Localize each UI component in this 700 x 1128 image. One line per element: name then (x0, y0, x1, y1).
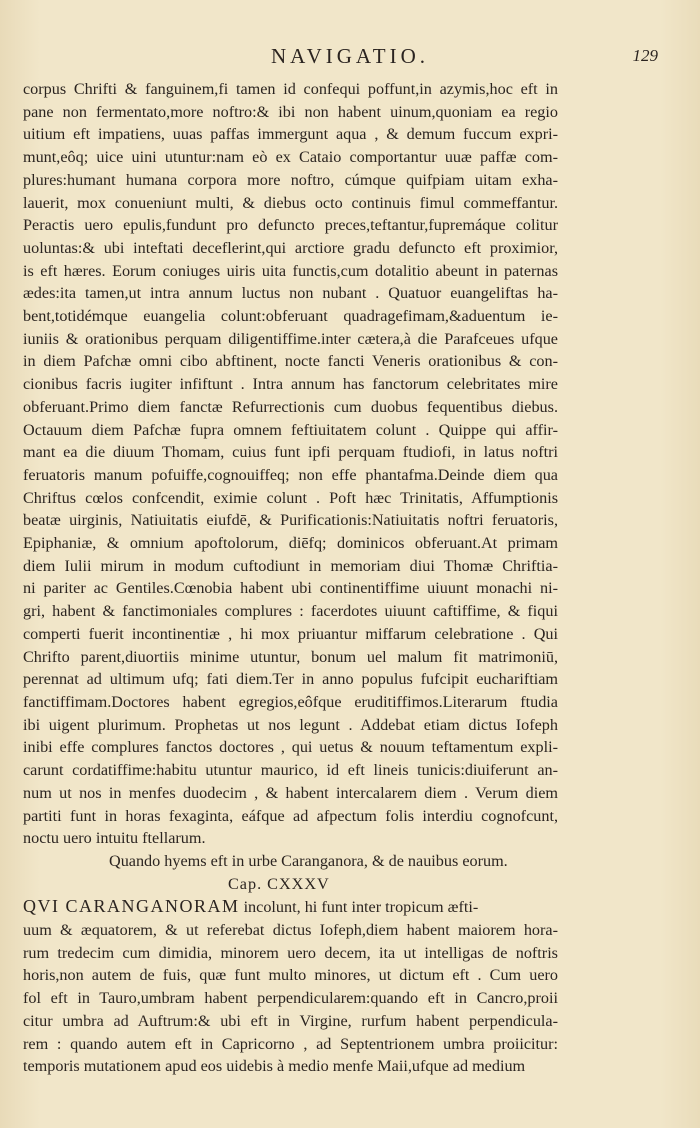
text-line: lauerit, mox conueniunt multi, & diebus octo continuis fimul commeffantur. (23, 193, 558, 212)
text-line: munt,eôq; uice uini utuntur:nam eò ex Cataio comportantur uuæ paffæ com- (23, 148, 558, 167)
text-line: feruatoris manum pofuiffe,cognouiffeq; non effe phantafma.Deinde diem qua (23, 465, 558, 484)
text-line: is eft hæres. Eorum coniuges uiris uita functis,cum dotalitio abeunt in paternas (23, 261, 558, 280)
paragraph-block (23, 78, 558, 850)
text-line: obferuant.Primo diem fanctæ Refurrectionis cum duobus fequentibus diebus. (23, 397, 558, 416)
opening-rest: incolunt, hi funt inter tropicum æfti- (239, 898, 479, 917)
main-text-block (23, 78, 558, 1078)
text-line: iuniis & orationibus perquam diligentiffime.inter cætera,à die Parafceues ufque (23, 329, 558, 348)
text-line: inibi effe complures fanctos doctores , qui uetus & nouum teftamentum expli- (23, 738, 558, 757)
text-line: Octauum diem Pafchæ fupra omnem feftiuitatem colunt . Quippe qui affir- (23, 420, 558, 439)
text-line: mant ea die diuum Thomam, cuius funt ipfi perquam ftudiofi, in latus noftri (23, 443, 558, 462)
text-line: Chriftus cœlos confcendit, eximie colunt . Poft hæc Trinitatis, Affumptionis (23, 488, 558, 507)
text-line: diem Iulii mirum in modum cuftodiunt in memoriam diui Thomæ Chriftia- (23, 556, 558, 575)
text-line: fanctiffimam.Doctores habent egregios,eôfque eruditiffimos.Literarum ftudia (23, 692, 558, 711)
text-line: gri, habent & fanctimoniales complures : facerdotes uiuunt caftiffime, & fiqui (23, 602, 558, 621)
chapter-heading: Quando hyems eft in urbe Caranganora, & de nauibus eorum. (109, 851, 508, 870)
text-line: uitium eft impatiens, uuas paffas immergunt aqua , & demum fuccum expri- (23, 125, 558, 144)
text-line: Chrifto parent,diuortiis minime utuntur, bonum uel malum fit matrimoniū, (23, 647, 558, 666)
text-line: ni pariter ac Gentiles.Cœnobia habent ubi continentiffime uiuunt monachi ni- (23, 579, 558, 598)
text-line: comperti fuerit incontinentiæ , hi mox priuantur miffarum celebratione . Qui (23, 624, 558, 643)
text-line: partiti funt in horas fexaginta, eáfque ad afpectum folis interdiu cognofcunt, (23, 806, 558, 825)
text-line: beatæ uirginis, Natiuitatis eiufdē, & Purificationis:Natiuitatis noftri feruatoris, (23, 511, 558, 530)
text-line: carunt cordatiffime:habitu utuntur maurico, id eft lineis tunicis:diuiferunt an- (23, 761, 558, 780)
text-line: num ut nos in menfes duodecim , & habent intercalarem diem . Verum diem (23, 783, 558, 802)
page-number: 129 (632, 46, 658, 65)
text-line: uum & æquatorem, & ut referebat dictus Iofeph,diem habent maiorem hora- (23, 921, 558, 940)
chapter-first-line (23, 895, 558, 919)
text-line: cionibus facris iugiter infiftunt . Intra annum has fanctorum celebritates mire (23, 375, 558, 394)
text-line: ibi uigent plurimum. Prophetas ut nos legunt . Addebat etiam dictus Iofeph (23, 715, 558, 734)
text-line: Peractis uero epulis,fundunt pro defuncto preces,teftantur,fupremáque colitur (23, 216, 558, 235)
chapter-number: Cap. CXXXV (228, 874, 330, 893)
text-line: uoluntas:& ubi inteftati deceflerint,qui arctiore gradu defuncto eft proximior, (23, 238, 558, 257)
text-line: citur umbra ad Auftrum:& ubi eft in Virgine, rurfum habent perpendicula- (23, 1011, 558, 1030)
text-line: fol eft in Tauro,umbram habent perpendicularem:quando eft in Cancro,proii (23, 989, 558, 1008)
text-line: plures:humant humana corpora more noftro, cúmque quifpiam uitam exha- (23, 170, 558, 189)
text-line: rem : quando autem eft in Capricorno , ad Septentrionem umbra proiicitur: (23, 1034, 558, 1053)
text-line: noctu uero intuitu ftellarum. (23, 829, 206, 848)
text-line: pane non fermentato,more noftro:& ibi non habent uinum,quoniam ea regio (23, 102, 558, 121)
text-line: Epiphaniæ, & omnium apoftolorum, diēfq; dominicos obferuant.At primam (23, 534, 558, 553)
text-line: rum tredecim cum dimidia, minorem uero decem, ita ut intelligas de noftris (23, 943, 558, 962)
chapter-text-block (23, 919, 558, 1078)
text-line: bent,totidémque euangelia colunt:obferuant quadragefimam,&aduentum ie- (23, 307, 558, 326)
text-line: perennat ad ultimum ufq; fati diem.Ter in anno populus fufcipit euchariftiam (23, 670, 558, 689)
text-line: temporis mutationem apud eos uidebis à medio menfe Maii,ufque ad medium (23, 1057, 526, 1076)
text-line: horis,non autem de fuis, quæ funt multo minores, ut dictum eft . Cum uero (23, 966, 558, 985)
opening-capitals: QVI CARANGANORAM (23, 896, 240, 917)
running-title: NAVIGATIO. (270, 44, 430, 68)
text-line: corpus Chrifti & fanguinem,fi tamen id confequi poffunt,in azymis,hoc eft in (23, 80, 558, 98)
text-line: in diem Pafchæ omni cibo abftinent, nocte fancti Veneris orationibus & con- (23, 352, 558, 371)
text-line: ædes:ita tamen,ut intra annum luctus non nubant . Quatuor euangeliftas ha- (23, 284, 558, 303)
